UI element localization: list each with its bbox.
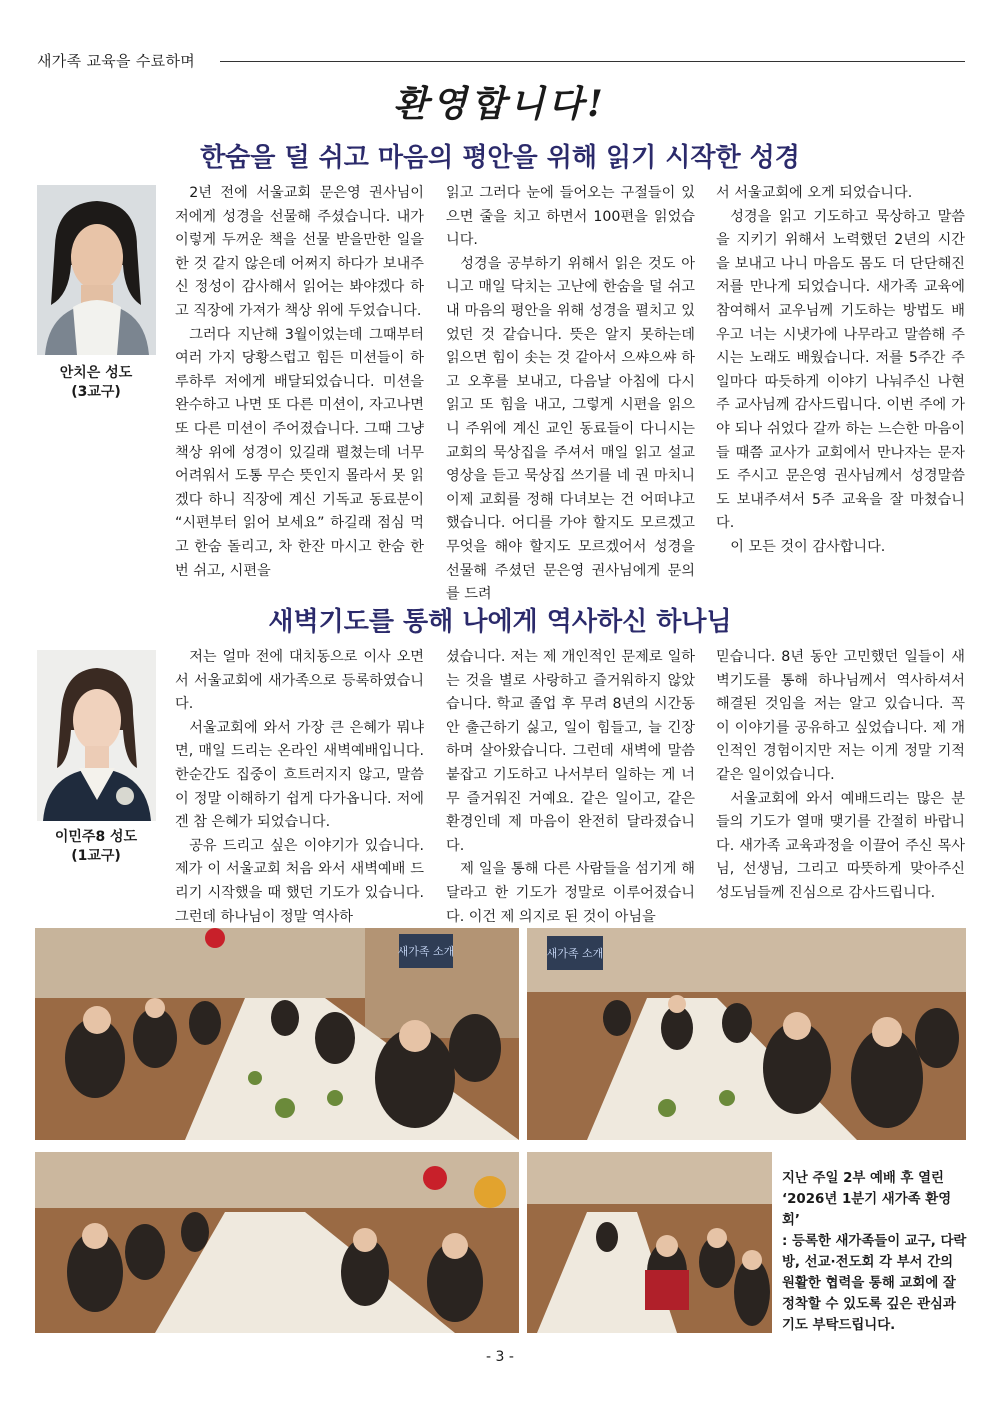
event-photo-1 xyxy=(35,928,519,1140)
welcome-title: 환영합니다! xyxy=(393,83,607,125)
paragraph: 이 모든 것이 감사합니다. xyxy=(730,538,886,555)
header-divider xyxy=(220,61,965,62)
author1-name: 안치은 성도 xyxy=(59,365,133,381)
photo-caption-line1: 지난 주일 2부 예배 후 열린 xyxy=(782,1171,944,1186)
screen-text: 새가족 소개 xyxy=(546,947,604,960)
paragraph: 서울교회에 와서 예배드리는 많은 분들의 기도가 열매 맺기를 간절히 바랍니다. 새가족 교육과정을 이끌어 주신 목사님, 선생님, 그리고 따뜻하게 맞아주신 성도님들께 진심으로 감사드립니다. xyxy=(716,790,965,901)
page-number: - 3 - xyxy=(486,1349,514,1365)
author1-photo xyxy=(37,185,156,355)
article1-column-2 xyxy=(446,182,695,607)
author1-group: (3교구) xyxy=(71,384,121,400)
photo-caption-body: : 등록한 새가족들이 교구, 다락방, 선교·전도회 각 부서 간의 원활한 협력을 통해 교회에 잘 정착할 수 있도록 깊은 관심과 기도 부탁드립니다. xyxy=(782,1234,967,1333)
paragraph: 제 일을 통해 다른 사람들을 섬기게 해달라고 한 기도가 정말로 이루어졌습니다. 이건 제 의지로 된 것이 아님을 xyxy=(446,861,695,925)
paragraph: 저는 얼마 전에 대치동으로 이사 오면서 서울교회에 새가족으로 등록하였습니다. xyxy=(175,649,424,713)
paragraph: 서 서울교회에 오게 되었습니다. xyxy=(716,185,913,201)
paragraph: 2년 전에 서울교회 문은영 권사님이 저에게 성경을 선물해 주셨습니다. 내가 이렇게 두꺼운 책을 선물 받을만한 일을 한 것 같지 않은데 어쩌지 하다가 보내주신 정성이 감사해서 읽어는 봐야겠다 하고 직장에 가져가 책상 위에 두었습니다. xyxy=(175,185,424,319)
event-photo-3 xyxy=(35,1152,519,1333)
paragraph: 믿습니다. 8년 동안 고민했던 일들이 새벽기도를 통해 하나님께서 역사하셔서 해결된 것임을 저는 알고 있습니다. 꼭 이 이야기를 공유하고 싶었습니다. 제 개인적인 경험이지만 저는 이게 정말 기적 같은 일이었습니다. xyxy=(716,649,965,783)
paragraph: 그러다 지난해 3월이었는데 그때부터 여러 가지 당황스럽고 힘든 미션들이 하루하루 저에게 배달되었습니다. 미션을 완수하고 나면 또 다른 미션이, 자고나면 또 다른 미션이 주어졌습니다. 그때 그냥 책상 위에 성경이 있길래 펼쳤는데 너무 어려워서 도통 무슨 뜻인지 몰라서 못 읽겠다 하니 직장에 계신 기독교 동료분이 “시편부터 읽어 보세요” 하길래 점심 먹고 한숨 돌리고, 차 한잔 마시고 한숨 한번 쉬고, 시편을 xyxy=(175,326,424,579)
article2-column-2 xyxy=(446,646,695,929)
author2-name: 이민주8 성도 xyxy=(54,829,138,845)
author2-caption xyxy=(20,828,172,866)
paragraph: 서울교회에 와서 가장 큰 은혜가 뭐냐면, 매일 드리는 온라인 새벽예배입니다. 한순간도 집중이 흐트러지지 않고, 말씀이 정말 이해하기 쉽게 다가옵니다. 저에겐 참 은혜가 되었습니다. xyxy=(175,719,424,831)
event-photo-4 xyxy=(527,1152,772,1333)
article1-column-1 xyxy=(175,182,424,583)
paragraph: 공유 드리고 싶은 이야기가 있습니다. 제가 이 서울교회 처음 와서 새벽예배 드리기 시작했을 때 했던 기도가 있습니다. 그런데 하나님이 정말 역사하 xyxy=(175,837,424,925)
paragraph: 성경을 공부하기 위해서 읽은 것도 아니고 매일 닥치는 고난에 한숨을 덜 쉬고 내 마음의 평안을 위해 성경을 펼치고 있었던 것 같습니다. 뜻은 알지 못하는데 읽으면 힘이 솟는 것 같아서 으쌰으쌰 하고 오후를 보내고, 다음날 아침에 다시 읽고 또 힘을 내고, 그렇게 시편을 읽으니 주위에 계신 교인 동료들이 다니시는 교회의 묵상집을 주셔서 매일 읽고 설교영상을 듣고 묵상집 쓰기를 네 권 마치니 이제 교회를 정해 다녀보는 건 어떠냐고 했습니다. 어디를 가야 할지도 모르겠고 무엇을 해야 할지도 모르겠어서 성경을 선물해 주셨던 문은영 권사님에게 문의를 드려 xyxy=(446,255,695,603)
author1-caption xyxy=(20,364,172,402)
screen-text: 새가족 소개 xyxy=(397,945,455,958)
photo-caption xyxy=(782,1168,968,1336)
event-photo-2 xyxy=(527,928,966,1140)
article1-column-3 xyxy=(716,182,965,560)
article2-column-3 xyxy=(716,646,965,906)
article2-headline: 새벽기도를 통해 나에게 역사하신 하나님 xyxy=(268,607,732,637)
paragraph: 셨습니다. 저는 제 개인적인 문제로 일하는 것을 별로 사랑하고 즐거워하지 않았습니다. 학교 졸업 후 무려 8년의 시간동안 출근하기 싫고, 일이 힘들고, 늘 긴장하며 살아왔습니다. 그런데 새벽에 말씀 붙잡고 기도하고 나서부터 일하는 게 너무 즐거워진 거예요. 같은 일이고, 같은 환경인데 제 마음이 완전히 달라졌습니다. xyxy=(446,649,695,854)
author2-photo xyxy=(37,650,156,821)
paragraph: 읽고 그러다 눈에 들어오는 구절들이 있으면 줄을 치고 하면서 100편을 읽었습니다. xyxy=(446,185,695,249)
section-title: 새가족 교육을 수료하며 xyxy=(37,52,196,70)
photo-caption-line2: ‘2026년 1분기 새가족 환영회’ xyxy=(782,1192,952,1228)
paragraph: 성경을 읽고 기도하고 묵상하고 말씀을 지키기 위해서 노력했던 2년의 시간을 보내고 나니 마음도 몸도 더 단단해진 저를 만나게 되었습니다. 새가족 교육에 참여해서 교우님께 기도하는 방법도 배우고 너는 시냇가에 나무라고 말씀해 주시는 노래도 배웠습니다. 저를 5주간 주일마다 따듯하게 이야기 나눠주신 나현주 교사님께 감사드립니다. 이번 주에 가야 되나 쉬었다 갈까 하는 느슨한 마음이 들 때쯤 교사가 교회에서 만나자는 문자도 주시고 문은영 권사님께서 성경말씀도 보내주셔서 5주 교육을 잘 마쳤습니다. xyxy=(716,208,965,532)
article2-column-1 xyxy=(175,646,424,929)
article1-headline: 한숨을 덜 쉬고 마음의 평안을 위해 읽기 시작한 성경 xyxy=(200,143,800,173)
author2-group: (1교구) xyxy=(71,848,121,864)
